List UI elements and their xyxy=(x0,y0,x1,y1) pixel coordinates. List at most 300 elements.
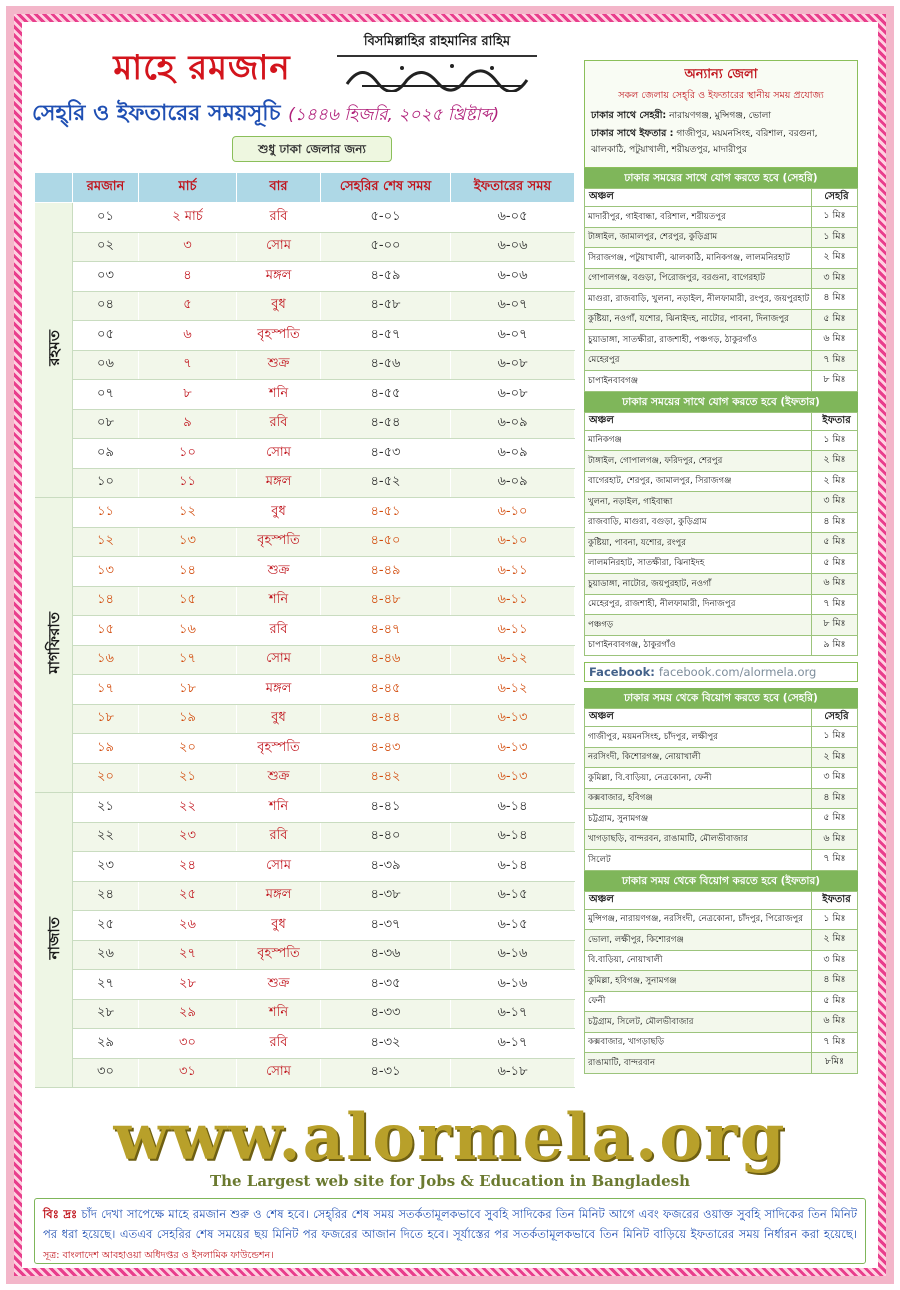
sehri-time: ৪-৪১ xyxy=(321,793,451,823)
adjustment-row xyxy=(585,512,858,533)
header-sehri: সেহরির শেষ সময় xyxy=(321,173,451,203)
sehri-with-dhaka xyxy=(591,108,851,124)
adjustment-row xyxy=(585,451,858,472)
sehri-time: ৪-৫৪ xyxy=(321,409,451,439)
poster xyxy=(22,22,878,1268)
march-date: ১৪ xyxy=(139,557,237,587)
adjustment-table-title: ঢাকার সময় থেকে বিয়োগ করতে হবে (ইফতার) xyxy=(584,871,858,891)
march-date: ১৮ xyxy=(139,675,237,705)
minutes-header: সেহরি xyxy=(812,709,858,727)
sehri-time: ৪-৪৫ xyxy=(321,675,451,705)
adjustment-table-title: ঢাকার সময়ের সাথে যোগ করতে হবে (সেহরি) xyxy=(584,168,858,188)
minutes-value: ৬ মিঃ xyxy=(812,330,858,351)
minutes-value: ২ মিঃ xyxy=(812,451,858,472)
march-date: ২৪ xyxy=(139,852,237,882)
group-label-cell xyxy=(35,203,73,498)
minutes-value: ১ মিঃ xyxy=(812,227,858,248)
iftar-time: ৬-১৫ xyxy=(451,911,575,941)
sehri-time: ৪-৪৪ xyxy=(321,704,451,734)
schedule-row xyxy=(35,1029,575,1059)
schedule-row xyxy=(35,557,575,587)
region-name: বাগেরহাট, শেরপুর, জামালপুর, সিরাজগঞ্জ xyxy=(585,471,812,492)
region-name: সিরাজগঞ্জ, পটুয়াখালী, ঝালকাঠি, মানিকগঞ্জ, লালমনিরহাট xyxy=(585,248,812,269)
sehri-time: ৪-৩১ xyxy=(321,1058,451,1088)
schedule-row xyxy=(35,527,575,557)
iftar-time: ৬-০৫ xyxy=(451,203,575,233)
page-subtitle xyxy=(32,96,572,133)
ramadan-day: ১৮ xyxy=(73,704,139,734)
march-date: ৬ xyxy=(139,321,237,351)
march-date: ৩১ xyxy=(139,1058,237,1088)
region-header: অঞ্চল xyxy=(585,189,812,207)
iftar-with-dhaka-value: গাজীপুর, ময়মনসিংহ, বরিশাল, বরগুনা, ঝালকাঠি, পটুয়াখালী, শরীয়তপুর, মাদারীপুর xyxy=(591,129,818,155)
sehri-time: ৪-৫৬ xyxy=(321,350,451,380)
iftar-time: ৬-০৭ xyxy=(451,291,575,321)
ramadan-day: ২০ xyxy=(73,763,139,793)
schedule-row xyxy=(35,439,575,469)
sehri-time: ৪-৫২ xyxy=(321,468,451,498)
weekday: রবি xyxy=(237,822,321,852)
ramadan-day: ০৩ xyxy=(73,262,139,292)
weekday: বৃহস্পতি xyxy=(237,734,321,764)
weekday: শুক্র xyxy=(237,557,321,587)
ramadan-day: ১০ xyxy=(73,468,139,498)
iftar-time: ৬-১১ xyxy=(451,616,575,646)
other-districts-box xyxy=(584,60,858,168)
adjustment-row xyxy=(585,635,858,656)
region-name: কুমিল্লা, বি.বাড়িয়া, নেত্রকোনা, ফেনী xyxy=(585,768,812,789)
march-date: ৫ xyxy=(139,291,237,321)
sehri-time: ৪-৩৫ xyxy=(321,970,451,1000)
ramadan-day: ২৯ xyxy=(73,1029,139,1059)
schedule-row xyxy=(35,704,575,734)
facebook-label: Facebook: xyxy=(589,665,655,679)
subtract-sehri-table xyxy=(584,688,858,871)
adjustment-row xyxy=(585,207,858,228)
adjustment-row xyxy=(585,747,858,768)
adjustment-row xyxy=(585,371,858,392)
minutes-value: ১ মিঃ xyxy=(812,909,858,930)
subtitle-text: সেহ্‌রি ও ইফতারের সময়সূচি xyxy=(32,101,281,126)
sehri-time: ৪-৫৫ xyxy=(321,380,451,410)
sehri-time: ৪-৪৭ xyxy=(321,616,451,646)
adjustment-table-title: ঢাকার সময় থেকে বিয়োগ করতে হবে (সেহরি) xyxy=(584,688,858,708)
minutes-value: ৩ মিঃ xyxy=(812,768,858,789)
minutes-value: ৬ মিঃ xyxy=(812,829,858,850)
adjustment-row xyxy=(585,829,858,850)
march-date: ৭ xyxy=(139,350,237,380)
minutes-value: ১ মিঃ xyxy=(812,727,858,748)
arabic-calligraphy-icon xyxy=(342,56,532,92)
region-header: অঞ্চল xyxy=(585,891,812,909)
weekday: মঙ্গল xyxy=(237,675,321,705)
weekday: শুক্র xyxy=(237,350,321,380)
facebook-url: facebook.com/alormela.org xyxy=(658,665,817,679)
region-name: চুয়াডাঙ্গা, নাটোর, জয়পুরহাট, নওগাঁ xyxy=(585,574,812,595)
region-name: নরসিংদী, কিশোরগঞ্জ, নোয়াখালী xyxy=(585,747,812,768)
ramadan-day: ২৭ xyxy=(73,970,139,1000)
iftar-time: ৬-১৫ xyxy=(451,881,575,911)
iftar-time: ৬-১৬ xyxy=(451,940,575,970)
adjustment-row xyxy=(585,533,858,554)
adjustment-row xyxy=(585,788,858,809)
weekday: রবি xyxy=(237,203,321,233)
ramadan-day: ০৮ xyxy=(73,409,139,439)
sehri-time: ৪-৪৩ xyxy=(321,734,451,764)
schedule-row xyxy=(35,970,575,1000)
adjustment-row xyxy=(585,330,858,351)
sehri-time: ৪-৪৯ xyxy=(321,557,451,587)
adjustment-row xyxy=(585,248,858,269)
note-source: সূত্র: বাংলাদেশ আবহাওয়া অধিদপ্তর ও ইসলামিক ফাউন্ডেশন। xyxy=(43,1250,274,1261)
adjustment-table xyxy=(584,392,858,657)
weekday: রবি xyxy=(237,616,321,646)
minutes-value: ২ মিঃ xyxy=(812,471,858,492)
minutes-header: ইফতার xyxy=(812,412,858,430)
adjustment-row xyxy=(585,930,858,951)
minutes-value: ২ মিঃ xyxy=(812,747,858,768)
sehri-time: ৫-০১ xyxy=(321,203,451,233)
adjustment-table xyxy=(584,168,858,392)
region-name: টাঙ্গাইল, গোপালগঞ্জ, ফরিদপুর, শেরপুর xyxy=(585,451,812,472)
march-date: ২৬ xyxy=(139,911,237,941)
region-name: কুষ্টিয়া, নওগাঁ, যশোর, ঝিনাইদহ, নাটোর, পাবনা, দিনাজপুর xyxy=(585,309,812,330)
ramadan-day: ২৪ xyxy=(73,881,139,911)
adjustment-table-title: ঢাকার সময়ের সাথে যোগ করতে হবে (ইফতার) xyxy=(584,392,858,412)
region-name: কুমিল্লা, হবিগঞ্জ, সুনামগঞ্জ xyxy=(585,971,812,992)
march-date: ২৯ xyxy=(139,999,237,1029)
minutes-value: ২ মিঃ xyxy=(812,248,858,269)
sehri-time: ৪-৩২ xyxy=(321,1029,451,1059)
weekday: বুধ xyxy=(237,704,321,734)
march-date: ৮ xyxy=(139,380,237,410)
other-districts-sub: সকল জেলায় সেহ্‌রি ও ইফতারের স্থানীয় সময় প্রযোজ্য xyxy=(618,90,824,101)
sehri-time: ৪-৫৩ xyxy=(321,439,451,469)
schedule-table xyxy=(34,172,575,1088)
iftar-time: ৬-১৪ xyxy=(451,793,575,823)
minutes-header: সেহরি xyxy=(812,189,858,207)
region-name: সিলেট xyxy=(585,850,812,871)
group-label: নাজাত xyxy=(44,916,63,960)
region-name: গোপালগঞ্জ, বগুড়া, পিরোজপুর, বরগুনা, বাগেরহাট xyxy=(585,268,812,289)
group-label: মাগফিরাত xyxy=(44,612,63,674)
weekday: রবি xyxy=(237,1029,321,1059)
region-name: মাদারীপুর, গাইবান্ধা, বরিশাল, শরীয়তপুর xyxy=(585,207,812,228)
iftar-with-dhaka xyxy=(591,126,851,157)
region-name: মুন্সিগঞ্জ, নারায়ণগঞ্জ, নরসিংদী, নেত্রকোনা, চাঁদপুর, পিরোজপুর xyxy=(585,909,812,930)
weekday: মঙ্গল xyxy=(237,468,321,498)
note-text: চাঁদ দেখা সাপেক্ষে মাহে রমজান শুরু ও শেষ হবে। সেহ্‌রির শেষ সময় সতর্কতামূলকভাবে সুবহি সাদিকের তিন মিনিট আগে এবং ফজরের ওয়াক্ত সুবহি সাদিকের তিন মিনিট পর ধরা হয়েছে। এতএব সেহরির শেষ সময়ের ছয় মিনিট পর ফজরের আজান দিতে হবে। সূর্যাস্তের পর সতর্কতামূলকভাবে তিন মিনিট বাড়িয়ে ইফতারের সময় নির্ধারন করা হয়েছে। xyxy=(43,1207,858,1241)
iftar-time: ৬-০৭ xyxy=(451,321,575,351)
weekday: বৃহস্পতি xyxy=(237,527,321,557)
schedule-row xyxy=(35,380,575,410)
ramadan-day: ০২ xyxy=(73,232,139,262)
schedule-row xyxy=(35,881,575,911)
sehri-time: ৪-৪০ xyxy=(321,822,451,852)
minutes-header: ইফতার xyxy=(812,891,858,909)
schedule-row xyxy=(35,203,575,233)
region-name: মেহেরপুর, রাজশাহী, নীলফামারী, দিনাজপুর xyxy=(585,594,812,615)
ramadan-day: ১৪ xyxy=(73,586,139,616)
region-name: কক্সবাজার, খাগড়াছড়ি xyxy=(585,1032,812,1053)
minutes-value: ৬ মিঃ xyxy=(812,1012,858,1033)
group-label-cell xyxy=(35,498,73,793)
sehri-with-dhaka-label: ঢাকার সাথে সেহরী: xyxy=(591,110,667,121)
footnote-box xyxy=(34,1198,866,1264)
iftar-time: ৬-১৭ xyxy=(451,999,575,1029)
iftar-time: ৬-১৪ xyxy=(451,852,575,882)
weekday: সোম xyxy=(237,439,321,469)
sehri-time: ৪-৫৮ xyxy=(321,291,451,321)
adjustment-row xyxy=(585,227,858,248)
minutes-value: ৮ মিঃ xyxy=(812,371,858,392)
weekday: শনি xyxy=(237,793,321,823)
sehri-time: ৪-৩৯ xyxy=(321,852,451,882)
weekday: সোম xyxy=(237,645,321,675)
minutes-value: ৫ মিঃ xyxy=(812,533,858,554)
schedule-row xyxy=(35,350,575,380)
march-date: ২৮ xyxy=(139,970,237,1000)
adjustment-row xyxy=(585,971,858,992)
schedule-row xyxy=(35,675,575,705)
header-ramadan: রমজান xyxy=(73,173,139,203)
subtract-iftar-table xyxy=(584,871,858,1074)
region-name: চট্টগ্রাম, সিলেট, মৌলভীবাজার xyxy=(585,1012,812,1033)
region-name: চুয়াডাঙ্গা, সাতক্ষীরা, রাজশাহী, পঞ্চগড়, ঠাকুরগাঁও xyxy=(585,330,812,351)
region-name: টাঙ্গাইল, জামালপুর, শেরপুর, কুড়িগ্রাম xyxy=(585,227,812,248)
minutes-value: ৭ মিঃ xyxy=(812,350,858,371)
march-date: ১৯ xyxy=(139,704,237,734)
ramadan-day: ২৫ xyxy=(73,911,139,941)
adjustment-row xyxy=(585,471,858,492)
sehri-time: ৫-০০ xyxy=(321,232,451,262)
iftar-time: ৬-১৩ xyxy=(451,734,575,764)
sehri-time: ৪-৩৭ xyxy=(321,911,451,941)
schedule-row xyxy=(35,911,575,941)
minutes-value: ৫ মিঃ xyxy=(812,309,858,330)
header-day: বার xyxy=(237,173,321,203)
ramadan-day: ০১ xyxy=(73,203,139,233)
ramadan-day: ২১ xyxy=(73,793,139,823)
adjustment-row xyxy=(585,809,858,830)
site-banner[interactable]: www.alormela.org xyxy=(113,1100,787,1175)
facebook-link[interactable] xyxy=(584,662,858,682)
region-name: চাপাইনবাবগঞ্জ xyxy=(585,371,812,392)
march-date: ৩ xyxy=(139,232,237,262)
adjustment-table xyxy=(584,871,858,1074)
march-date: ১৭ xyxy=(139,645,237,675)
march-date: ১০ xyxy=(139,439,237,469)
region-name: রাঙামাটি, বান্দরবান xyxy=(585,1053,812,1074)
schedule-row xyxy=(35,586,575,616)
add-iftar-table xyxy=(584,392,858,657)
region-name: মাগুরা, রাজবাড়ি, খুলনা, নড়াইল, নীলফামারী, রংপুর, জয়পুরহাট xyxy=(585,289,812,310)
adjustment-row xyxy=(585,553,858,574)
iftar-time: ৬-১৩ xyxy=(451,704,575,734)
adjustment-row xyxy=(585,268,858,289)
iftar-time: ৬-১২ xyxy=(451,645,575,675)
march-date: ১২ xyxy=(139,498,237,528)
dhaka-only-badge: শুধু ঢাকা জেলার জন্য xyxy=(232,136,392,162)
weekday: মঙ্গল xyxy=(237,262,321,292)
minutes-value: ১ মিঃ xyxy=(812,207,858,228)
march-date: ২০ xyxy=(139,734,237,764)
march-date: ২ মার্চ xyxy=(139,203,237,233)
iftar-time: ৬-১১ xyxy=(451,557,575,587)
march-date: ২৫ xyxy=(139,881,237,911)
ramadan-day: ১৬ xyxy=(73,645,139,675)
adjustment-header-row xyxy=(585,709,858,727)
note-label: বিঃ দ্রঃ xyxy=(43,1207,78,1221)
schedule-row xyxy=(35,498,575,528)
minutes-value: ৮মিঃ xyxy=(812,1053,858,1074)
ramadan-day: ২৮ xyxy=(73,999,139,1029)
schedule-row xyxy=(35,321,575,351)
ramadan-day: ২২ xyxy=(73,822,139,852)
weekday: শনি xyxy=(237,380,321,410)
march-date: ১৩ xyxy=(139,527,237,557)
iftar-time: ৬-১১ xyxy=(451,586,575,616)
region-name: রাজবাড়ি, মাগুরা, বগুড়া, কুড়িগ্রাম xyxy=(585,512,812,533)
minutes-value: ৪ মিঃ xyxy=(812,512,858,533)
subtitle-year: (১৪৪৬ হিজরি, ২০২৫ খ্রিষ্টাব্দ) xyxy=(288,105,500,125)
sehri-time: ৪-৩৮ xyxy=(321,881,451,911)
schedule-row xyxy=(35,1058,575,1088)
schedule-row xyxy=(35,232,575,262)
adjustment-row xyxy=(585,289,858,310)
adjustment-row xyxy=(585,1012,858,1033)
schedule-row xyxy=(35,291,575,321)
adjustment-row xyxy=(585,768,858,789)
ramadan-day: ২৬ xyxy=(73,940,139,970)
region-name: চট্টগ্রাম, সুনামগঞ্জ xyxy=(585,809,812,830)
adjustment-row xyxy=(585,991,858,1012)
adjustment-row xyxy=(585,909,858,930)
region-name: মানিকগঞ্জ xyxy=(585,430,812,451)
adjustment-row xyxy=(585,594,858,615)
region-name: ফেনী xyxy=(585,991,812,1012)
iftar-time: ৬-০৬ xyxy=(451,232,575,262)
schedule-row xyxy=(35,409,575,439)
schedule-row xyxy=(35,852,575,882)
adjustment-table xyxy=(584,688,858,871)
adjustment-row xyxy=(585,350,858,371)
adjustment-header-row xyxy=(585,412,858,430)
region-name: কুষ্টিয়া, পাবনা, যশোর, রংপুর xyxy=(585,533,812,554)
ramadan-day: ১৩ xyxy=(73,557,139,587)
region-header: অঞ্চল xyxy=(585,709,812,727)
add-sehri-table xyxy=(584,168,858,392)
ramadan-day: ২৩ xyxy=(73,852,139,882)
region-name: গাজীপুর, ময়মনসিংহ, চাঁদপুর, লক্ষীপুর xyxy=(585,727,812,748)
weekday: মঙ্গল xyxy=(237,881,321,911)
weekday: শনি xyxy=(237,586,321,616)
ramadan-day: ৩০ xyxy=(73,1058,139,1088)
sehri-with-dhaka-value: নারায়ণগঞ্জ, মুন্সিগঞ্জ, ভোলা xyxy=(669,111,771,121)
march-date: ৪ xyxy=(139,262,237,292)
minutes-value: ৫ মিঃ xyxy=(812,809,858,830)
ramadan-day: ১২ xyxy=(73,527,139,557)
march-date: ২৩ xyxy=(139,822,237,852)
region-name: মেহেরপুর xyxy=(585,350,812,371)
iftar-time: ৬-১২ xyxy=(451,675,575,705)
bismillah-text: বিসমিল্লাহির রাহমানির রাহিম xyxy=(337,32,537,57)
weekday: বৃহস্পতি xyxy=(237,321,321,351)
minutes-value: ৩ মিঃ xyxy=(812,492,858,513)
region-name: ভোলা, লক্ষীপুর, কিশোরগঞ্জ xyxy=(585,930,812,951)
iftar-time: ৬-১০ xyxy=(451,527,575,557)
adjustment-row xyxy=(585,574,858,595)
iftar-time: ৬-০৯ xyxy=(451,409,575,439)
group-label-cell xyxy=(35,793,73,1088)
ramadan-day: ১৭ xyxy=(73,675,139,705)
iftar-with-dhaka-label: ঢাকার সাথে ইফতার : xyxy=(591,128,674,139)
adjustment-row xyxy=(585,615,858,636)
schedule-header-row xyxy=(35,173,575,203)
sehri-time: ৪-৪৮ xyxy=(321,586,451,616)
weekday: বুধ xyxy=(237,291,321,321)
weekday: সোম xyxy=(237,232,321,262)
iftar-time: ৬-১৪ xyxy=(451,822,575,852)
other-districts-heading: অন্যান্য জেলা xyxy=(684,67,758,82)
minutes-value: ৪ মিঃ xyxy=(812,971,858,992)
sehri-time: ৪-৪২ xyxy=(321,763,451,793)
ramadan-day: ০৪ xyxy=(73,291,139,321)
region-name: বি.বাড়িয়া, নোয়াখালী xyxy=(585,950,812,971)
weekday: শনি xyxy=(237,999,321,1029)
minutes-value: ৭ মিঃ xyxy=(812,850,858,871)
site-tagline: The Largest web site for Jobs & Education in Bangladesh xyxy=(209,1172,691,1190)
region-name: কক্সবাজার, হবিগঞ্জ xyxy=(585,788,812,809)
region-name: খাগড়াছড়ি, বান্দরবন, রাঙামাটি, মৌলভীবাজার xyxy=(585,829,812,850)
adjustment-row xyxy=(585,1053,858,1074)
march-date: ২২ xyxy=(139,793,237,823)
region-header: অঞ্চল xyxy=(585,412,812,430)
adjustment-row xyxy=(585,309,858,330)
sehri-time: ৪-৫০ xyxy=(321,527,451,557)
header-iftar: ইফতারের সময় xyxy=(451,173,575,203)
ramadan-day: ১৯ xyxy=(73,734,139,764)
march-date: ১১ xyxy=(139,468,237,498)
schedule-row xyxy=(35,616,575,646)
adjustment-row xyxy=(585,950,858,971)
iftar-time: ৬-০৮ xyxy=(451,350,575,380)
march-date: ১৬ xyxy=(139,616,237,646)
iftar-time: ৬-১৭ xyxy=(451,1029,575,1059)
minutes-value: ৩ মিঃ xyxy=(812,268,858,289)
schedule-row xyxy=(35,793,575,823)
page-title: মাহে রমজান xyxy=(113,48,291,88)
schedule-row xyxy=(35,645,575,675)
sehri-time: ৪-৪৬ xyxy=(321,645,451,675)
schedule-row xyxy=(35,940,575,970)
adjustment-row xyxy=(585,430,858,451)
adjustment-row xyxy=(585,727,858,748)
march-date: ৯ xyxy=(139,409,237,439)
iftar-time: ৬-০৯ xyxy=(451,439,575,469)
minutes-value: ৩ মিঃ xyxy=(812,950,858,971)
region-name: খুলনা, নড়াইল, গাইবান্ধা xyxy=(585,492,812,513)
iftar-time: ৬-১০ xyxy=(451,498,575,528)
right-column xyxy=(584,60,858,1074)
weekday: সোম xyxy=(237,1058,321,1088)
schedule-row xyxy=(35,262,575,292)
header-march: মার্চ xyxy=(139,173,237,203)
schedule-row xyxy=(35,468,575,498)
minutes-value: ৬ মিঃ xyxy=(812,574,858,595)
weekday: সোম xyxy=(237,852,321,882)
weekday: বুধ xyxy=(237,911,321,941)
